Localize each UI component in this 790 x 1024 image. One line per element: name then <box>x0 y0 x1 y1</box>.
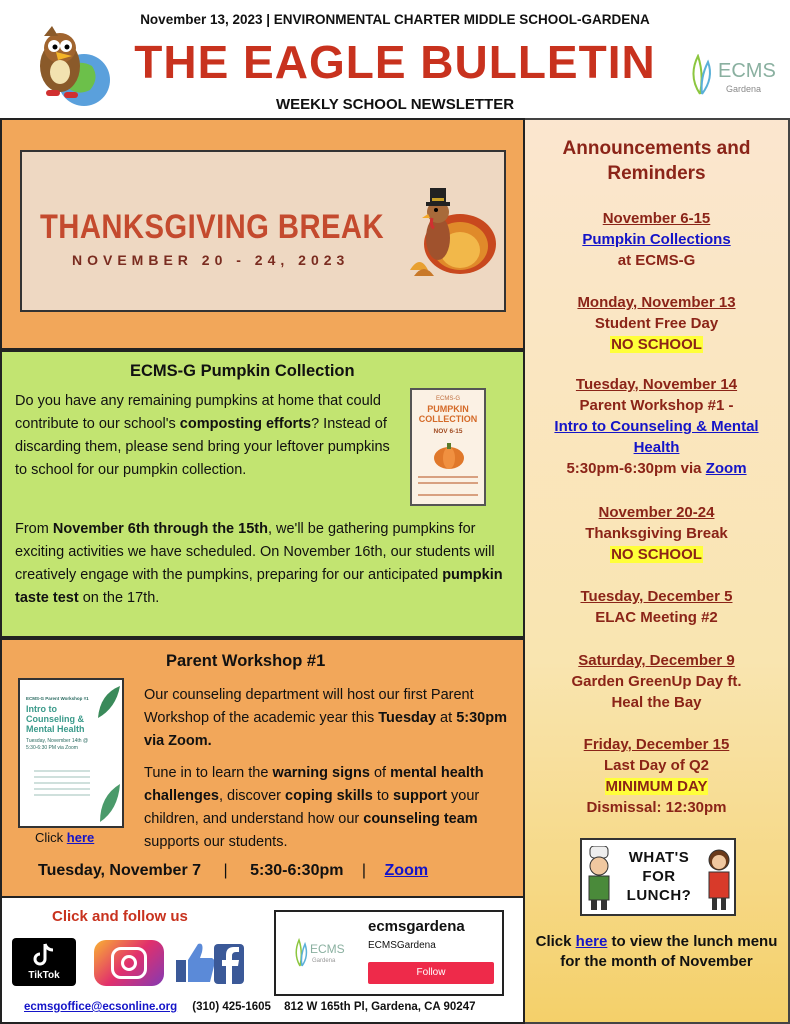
thanksgiving-dates: NOVEMBER 20 - 24, 2023 <box>72 252 350 268</box>
workshop-flyer-link[interactable]: here <box>66 830 95 845</box>
lunch-text-end: to view the lunch menu for the month of November <box>560 933 778 970</box>
pumpkin-collection-section <box>0 350 525 638</box>
announcement-date: Tuesday, November 14 <box>575 376 738 393</box>
announcement-text: Dismissal: 12:30pm <box>586 799 727 816</box>
workshop-click-text: Click <box>35 830 67 845</box>
announcement-item <box>525 586 788 628</box>
newsletter-header <box>0 0 790 118</box>
turkey-image <box>402 174 498 284</box>
workshop-p2-bold: support <box>393 788 448 804</box>
email-link[interactable]: ecmsgoffice@ecsonline.org <box>24 1001 178 1013</box>
announcement-text: at ECMS-G <box>617 252 696 269</box>
workshop-bottom-separator: | <box>361 862 367 879</box>
announcement-text: ELAC Meeting #2 <box>595 609 718 626</box>
workshop-bottom-time: 5:30-6:30pm <box>250 862 344 879</box>
pumpkin-p2-text-end: on the 17th. <box>78 590 160 606</box>
announcement-text: Thanksgiving Break <box>585 525 728 542</box>
workshop-p2-text: of <box>369 765 391 781</box>
minimum-day-badge: MINIMUM DAY <box>605 778 708 795</box>
card-logo-text: ECMS <box>310 942 345 956</box>
announcement-date: Saturday, December 9 <box>578 652 735 669</box>
workshop-flyer-date: Tuesday, November 14th @ 5:30-6:30 PM via Zoom <box>26 738 89 751</box>
pumpkin-collection-heading: ECMS-G Pumpkin Collection <box>130 362 355 380</box>
lunch-menu-text <box>525 932 788 972</box>
pumpkin-p2-text: From <box>15 521 53 537</box>
pumpkin-paragraph-1 <box>15 390 403 482</box>
announcement-date: Friday, December 15 <box>583 736 730 753</box>
no-school-badge: NO SCHOOL <box>611 546 702 563</box>
ecms-logo-subtext: Gardena <box>726 84 762 94</box>
announcement-item <box>525 292 788 355</box>
announcement-date: Monday, November 13 <box>577 294 736 311</box>
workshop-p2-text: supports our students. <box>144 834 288 850</box>
workshop-flyer-small-text: ECMS-G Parent Workshop #1 <box>26 696 89 701</box>
workshop-click-here <box>35 830 94 845</box>
ecms-logo-text: ECMS <box>718 60 776 82</box>
leaf-logo-icon <box>292 938 310 968</box>
workshop-flyer-title: Intro to Counseling & Mental Health <box>26 704 85 734</box>
workshop-p2-bold: warning signs <box>272 765 370 781</box>
announcements-column <box>525 118 790 1024</box>
announcement-text: Parent Workshop #1 - <box>579 397 734 414</box>
newsletter-footer <box>0 898 525 1024</box>
pumpkin-p2-bold-taste: pumpkin taste test <box>15 567 503 606</box>
pumpkin-p1-bold: composting efforts <box>179 416 312 432</box>
pumpkin-icon <box>432 440 466 470</box>
workshop-bottom-separator: | <box>223 862 228 879</box>
pumpkin-p1-text: Do you have any remaining pumpkins at home that could contribute to our school's <box>15 393 381 432</box>
pumpkin-paragraph-2 <box>15 518 515 610</box>
announcement-item <box>525 734 788 818</box>
announcement-date: November 20-24 <box>598 504 715 521</box>
girl-character-icon <box>704 848 734 912</box>
workshop-p2-bold: counseling team <box>363 811 478 827</box>
lunch-text-start: Click <box>535 933 576 950</box>
workshop-p2-text: your children, and understand how our <box>144 788 480 827</box>
announcement-text: Last Day of Q2 <box>603 757 710 774</box>
follow-button[interactable]: Follow <box>368 962 494 984</box>
newsletter-subtitle: WEEKLY SCHOOL NEWSLETTER <box>275 96 515 113</box>
workshop-p2-text: , discover <box>218 788 286 804</box>
announcement-item <box>525 208 788 271</box>
workshop-p1-text-mid: at <box>436 710 457 726</box>
facebook-like-icon[interactable] <box>172 938 246 986</box>
thanksgiving-section <box>0 118 525 350</box>
no-school-badge: NO SCHOOL <box>611 336 702 353</box>
announcement-time: 5:30pm-6:30pm via <box>566 460 706 477</box>
lunch-menu-link[interactable]: here <box>575 933 608 950</box>
instagram-profile-card[interactable] <box>274 910 504 996</box>
whats-for-lunch-text: WHAT'S FOR LUNCH? <box>626 849 692 904</box>
pumpkin-p2-text-mid: , we'll be gathering pumpkins for exciting activities we have scheduled. On November 16th, our students will creatively engage with the pumpkins, preparing for our anticipated <box>15 521 495 583</box>
whats-for-lunch-image[interactable] <box>580 838 736 916</box>
newsletter-date-line: November 13, 2023 | ENVIRONMENTAL CHARTER MIDDLE SCHOOL-GARDENA <box>140 12 650 27</box>
follow-us-heading: Click and follow us <box>52 908 188 925</box>
announcement-text: Student Free Day <box>594 315 719 332</box>
contact-line <box>24 1001 475 1013</box>
announcement-date: Tuesday, December 5 <box>580 588 733 605</box>
workshop-p1-text: Our counseling department will host our first Parent Workshop of the academic year this <box>144 687 474 726</box>
tiktok-icon[interactable] <box>12 938 76 986</box>
card-logo-subtext: Gardena <box>312 958 336 964</box>
announcements-title: Announcements and Reminders <box>562 138 751 184</box>
announcement-zoom-link[interactable]: Zoom <box>705 460 747 477</box>
pumpkin-collection-flyer <box>410 388 486 506</box>
announcement-item <box>525 502 788 565</box>
workshop-p2-text: Tune in to learn the <box>144 765 273 781</box>
thanksgiving-banner <box>20 150 506 312</box>
pumpkin-flyer-title: PUMPKIN COLLECTION <box>418 404 478 424</box>
announcement-date: November 6-15 <box>602 210 711 227</box>
workshop-p1-bold-day: Tuesday <box>378 710 437 726</box>
leaf-decoration-icon <box>92 684 122 720</box>
pumpkin-flyer-dates: NOV 6-15 <box>433 428 463 435</box>
pumpkin-p1-text-end: ? Instead of discarding them, please send bring your leftover pumpkins to school for our pumpkin collection. <box>15 416 390 478</box>
school-address: 812 W 165th Pl, Gardena, CA 90247 <box>284 1001 476 1013</box>
pumpkin-collections-link[interactable]: Pumpkin Collections <box>582 231 731 248</box>
newsletter-title: THE EAGLE BULLETIN <box>134 36 656 88</box>
workshop-p2-bold: mental health challenges <box>144 765 484 804</box>
leaf-decoration-icon <box>96 780 122 824</box>
pumpkin-flyer-small-text: ECMS-G <box>436 396 460 402</box>
pumpkin-p2-bold-dates: November 6th through the 15th <box>52 521 268 537</box>
phone-number: (310) 425-1605 <box>192 1001 271 1013</box>
leaf-logo-icon <box>686 54 716 96</box>
announcement-item <box>525 374 788 479</box>
counseling-workshop-link[interactable]: Intro to Counseling & Mental Health <box>554 418 759 456</box>
announcement-item <box>525 650 788 713</box>
instagram-profile-name: ECMSGardena <box>368 940 436 951</box>
chef-boy-icon <box>584 846 614 912</box>
instagram-handle: ecmsgardena <box>368 918 465 935</box>
workshop-paragraph-1 <box>144 684 514 753</box>
workshop-zoom-link[interactable]: Zoom <box>384 862 429 879</box>
parent-workshop-section <box>0 638 525 898</box>
tiktok-label: TikTok <box>28 970 60 981</box>
ecms-logo <box>686 50 782 100</box>
workshop-bottom-line <box>38 862 428 880</box>
workshop-p2-text: to <box>372 788 394 804</box>
workshop-p1-bold-time: 5:30pm via Zoom. <box>144 710 507 749</box>
workshop-p2-bold: coping skills <box>285 788 373 804</box>
announcement-text: Garden GreenUp Day ft. Heal the Bay <box>571 673 742 711</box>
workshop-bottom-date: Tuesday, November 7 <box>38 862 202 879</box>
parent-workshop-heading: Parent Workshop #1 <box>166 652 326 670</box>
workshop-flyer-image[interactable] <box>18 678 124 828</box>
instagram-icon[interactable] <box>94 940 164 986</box>
workshop-paragraph-2 <box>144 762 514 854</box>
thanksgiving-title: THANKSGIVING BREAK <box>40 208 385 246</box>
